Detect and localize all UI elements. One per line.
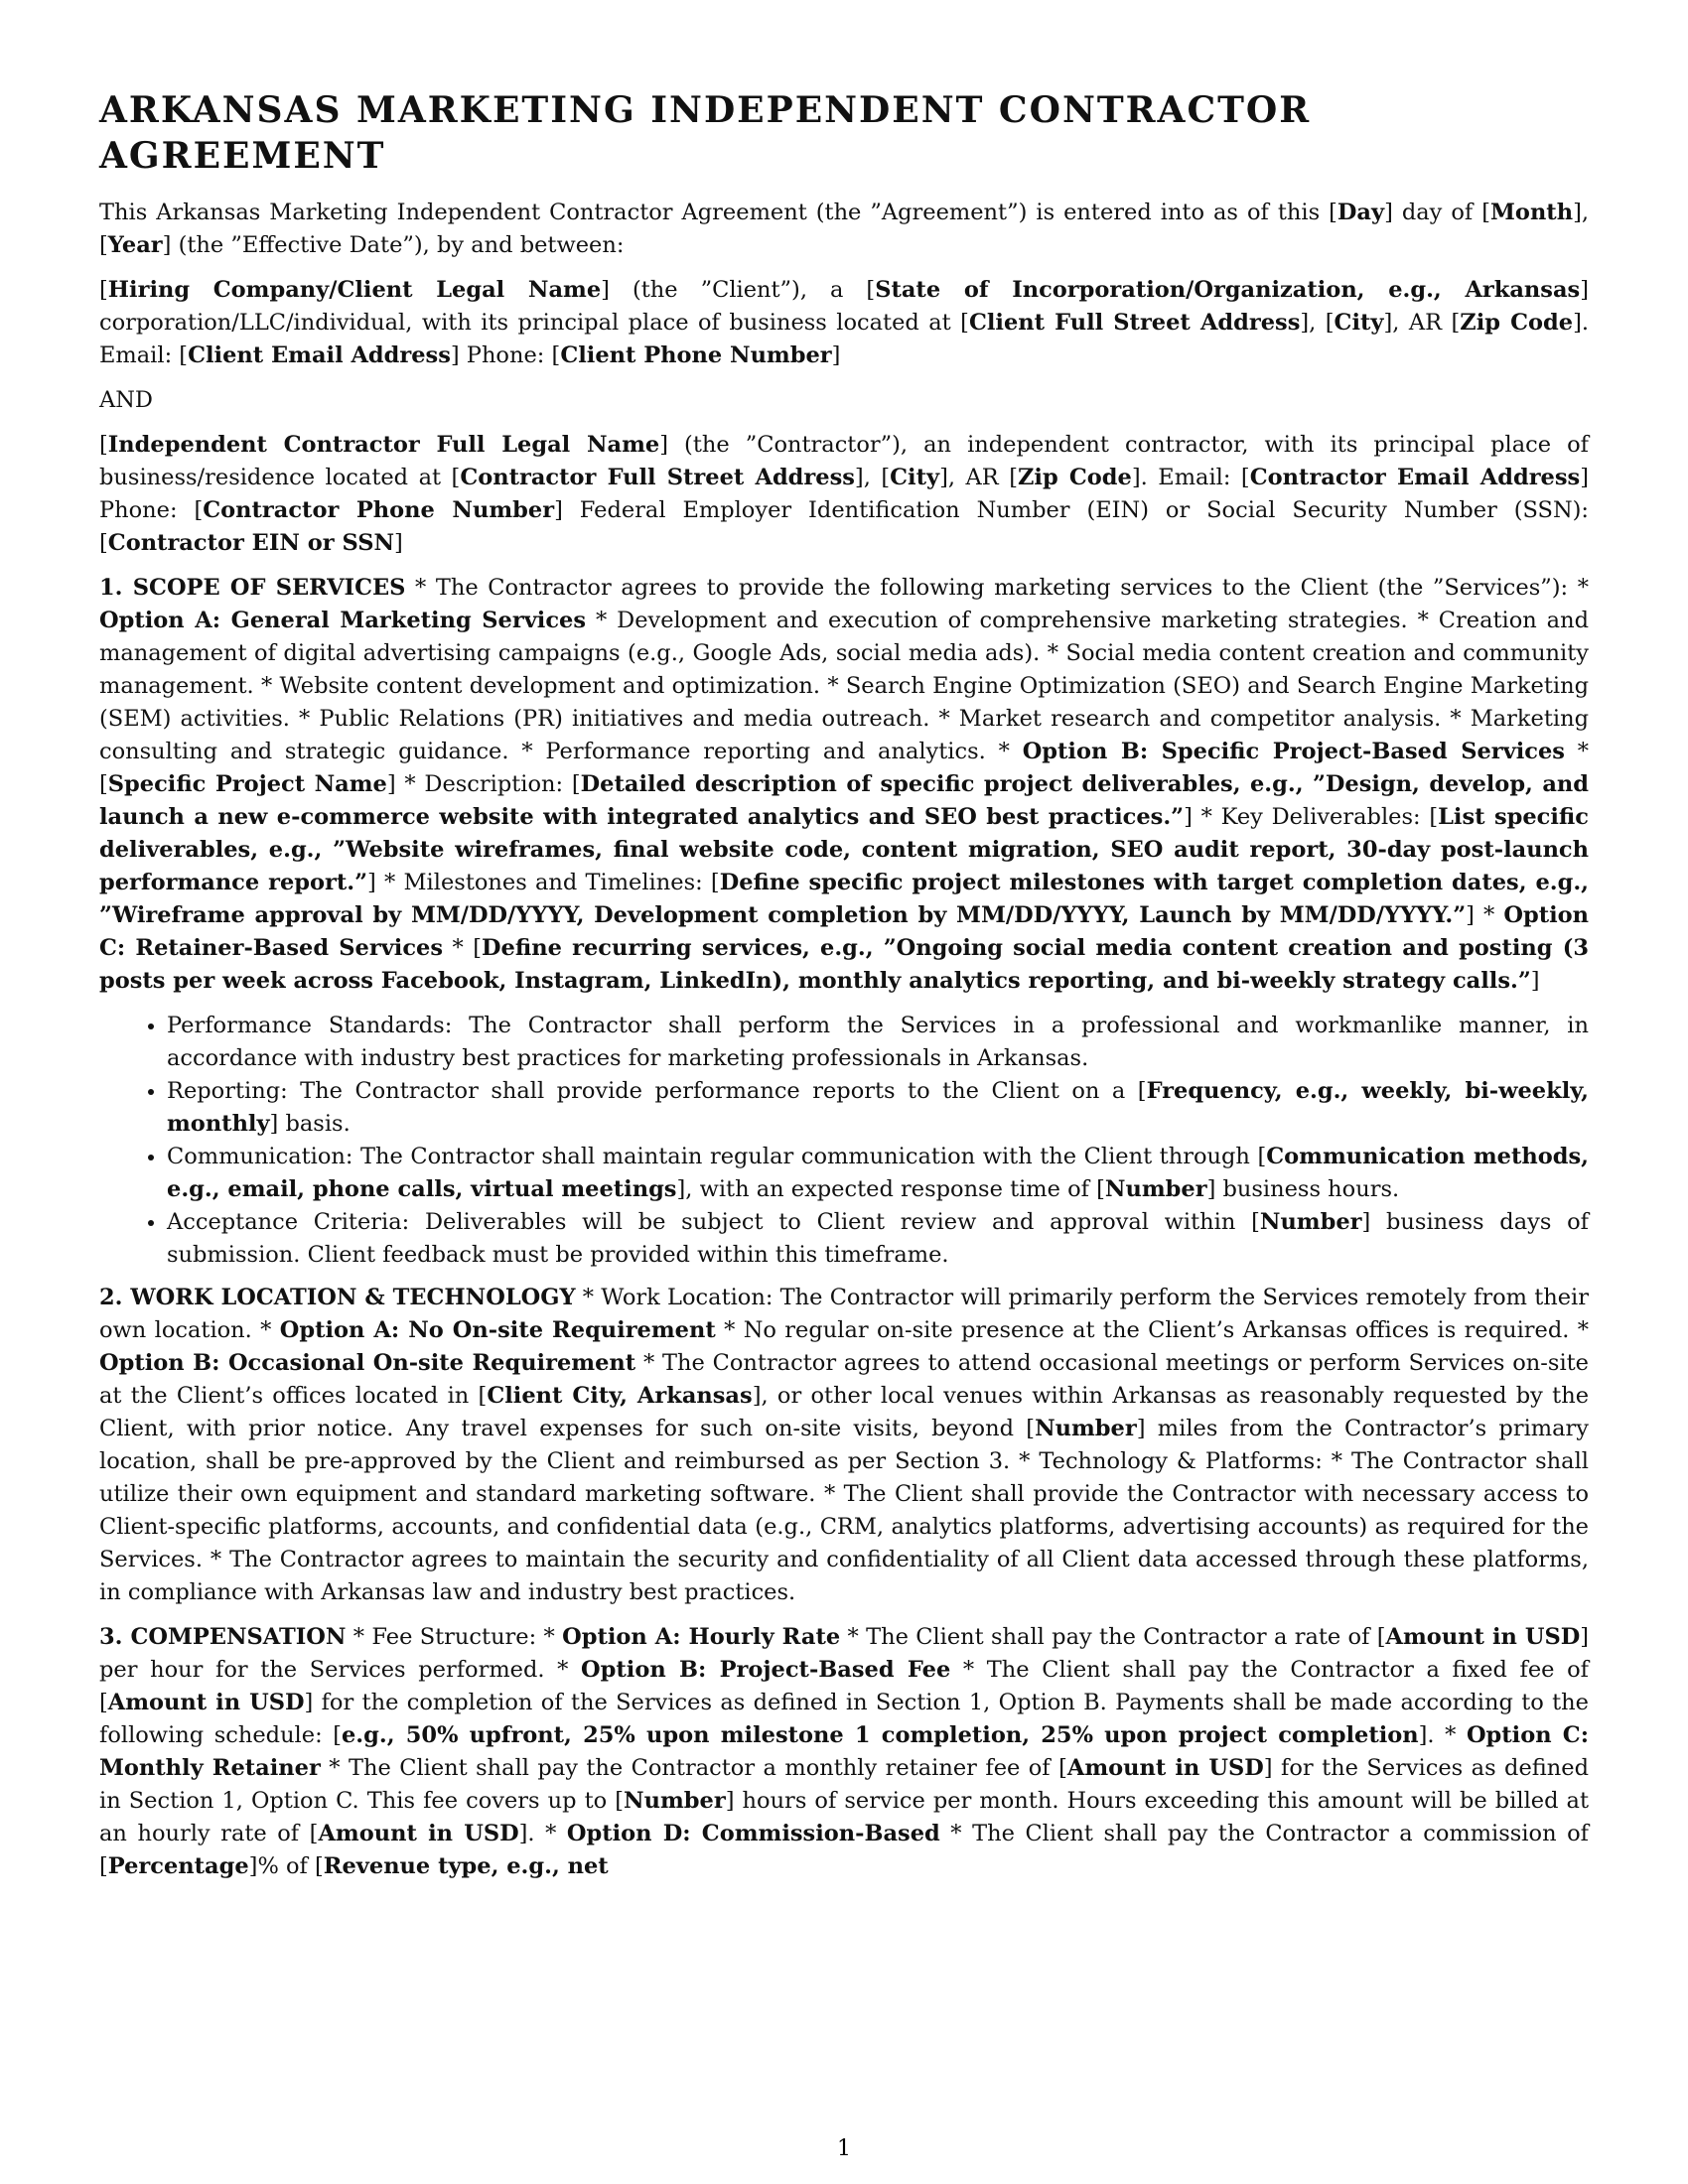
bullet-acceptance-criteria — [167, 1206, 1589, 1272]
bold-text-run: Option B: Occasional On-site Requirement — [99, 1350, 636, 1376]
bold-text-run: Percentage — [107, 1853, 249, 1879]
text-run: ] * Milestones and Timelines: [ — [367, 870, 720, 895]
text-run: ] day of — [1384, 200, 1482, 225]
bold-text-run: Option B: Project-Based Fee — [581, 1657, 951, 1683]
text-run: ]. * — [1418, 1722, 1467, 1748]
bold-text-run: Specific Project Name — [107, 771, 387, 797]
text-run: ] * — [1466, 902, 1504, 928]
text-run: ] — [831, 342, 841, 368]
text-run: * The Contractor agrees to provide the following marketing services to the Client (the ”Services”): * — [405, 575, 1589, 601]
bold-text-run: Client Full Street Address — [968, 310, 1301, 336]
text-run: * The Client shall pay the Contractor a monthly retainer fee of [ — [320, 1755, 1067, 1781]
text-run: ]. Email: [ — [99, 310, 1589, 368]
text-run: ] (the ”Contractor”), an independent contractor, with its principal place of business/residence located at [ — [99, 432, 1589, 490]
bullet-communication — [167, 1141, 1589, 1206]
bold-text-run: Hiring Company/Client Legal Name — [107, 277, 602, 303]
page-number: 1 — [837, 2136, 851, 2161]
text-run: * The Client shall pay the Contractor a commission of [ — [99, 1821, 1589, 1879]
text-run: ], with an expected response time of [ — [676, 1176, 1105, 1202]
text-run: ] miles from the Contractor’s primary location, shall be pre-approved by the Client and reimbursed as per Section 3. * Technology & Platforms: * The Contractor shall utilize their own equipment and standard marketing software. * The Client shall provide the Contractor with necessary access to Client-specific platforms, accounts, and confidential data (e.g., CRM, analytics platforms, advertising accounts) as required for the Services. * The Contractor agrees to maintain the security and confidentiality of all Client data accessed through these platforms, in compliance with Arkansas law and industry best practices. — [99, 1416, 1590, 1605]
text-run: ] — [394, 530, 403, 556]
bold-text-run: Revenue type, e.g., net — [323, 1853, 609, 1879]
text-run: This Arkansas Marketing Independent Contractor Agreement (the ”Agreement”) is entered into as of this — [99, 200, 1330, 225]
bold-text-run: Define specific project milestones with target completion dates, e.g., ”Wireframe approval by MM/DD/YYYY, Development completion by MM/DD/YYYY, Launch by MM/DD/YYYY.” — [99, 870, 1590, 928]
bold-text-run: Option A: No On-site Requirement — [279, 1317, 716, 1343]
text-run: ] corporation/LLC/individual, with its principal place of business located at [ — [99, 277, 1589, 336]
text-run: ] * Description: [ — [386, 771, 581, 797]
text-run: [ — [99, 277, 108, 303]
bold-text-run: Client City, Arkansas — [487, 1383, 753, 1409]
bold-text-run: Contractor Phone Number — [203, 497, 555, 523]
section-scope-of-services — [99, 572, 1589, 998]
text-run: Communication: The Contractor shall maintain regular communication with the Client through [ — [167, 1144, 1267, 1169]
bold-text-run: 1. SCOPE OF SERVICES — [99, 575, 406, 601]
text-run: ]. * — [518, 1821, 567, 1846]
bold-text-run: Number — [1035, 1416, 1137, 1441]
document-title: ARKANSAS MARKETING INDEPENDENT CONTRACTOR AGREEMENT — [99, 89, 1312, 177]
bold-text-run: Option D: Commission-Based — [566, 1821, 940, 1846]
text-run: ], or other local venues within Arkansas as reasonably requested by the Client, with prior notice. Any travel expenses for such on-site visits, beyond [ — [99, 1383, 1590, 1441]
bold-text-run: Zip Code — [1017, 465, 1132, 490]
text-run: ]. Email: [ — [1131, 465, 1250, 490]
text-run: ] Phone: [ — [99, 465, 1589, 523]
text-run: ] * Key Deliverables: [ — [1184, 804, 1439, 830]
bold-text-run: Amount in USD — [318, 1821, 519, 1846]
text-run: ] per hour for the Services performed. * — [99, 1624, 1590, 1683]
text-run: ] business hours. — [1206, 1176, 1400, 1202]
contractor-party-paragraph — [99, 429, 1589, 560]
bold-text-run: Number — [624, 1788, 726, 1814]
text-run: ], [ — [854, 465, 891, 490]
text-run: * Fee Structure: * — [346, 1624, 563, 1650]
and-separator: AND — [99, 387, 153, 413]
bold-text-run: Client Phone Number — [560, 342, 832, 368]
text-run: ] for the Services as defined in Section 1, Option C. This fee covers up to [ — [99, 1755, 1589, 1814]
text-run: * Development and execution of comprehensive marketing strategies. * Creation and management of digital advertising campaigns (e.g., Google Ads, social media ads). * Social media content creation and community management. * Website content development and optimization. * Search Engine Optimization (SEO) and Search Engine Marketing (SEM) activities. * Public Relations (PR) initiatives and media outreach. * Market research and competitor analysis. * Marketing consulting and strategic guidance. * Performance reporting and analytics. * — [99, 608, 1589, 764]
section-work-location-technology — [99, 1282, 1589, 1609]
text-run: ] business days of submission. Client feedback must be provided within this timeframe. — [167, 1209, 1589, 1268]
bold-text-run: Day — [1336, 200, 1385, 225]
bold-text-run: Independent Contractor Full Legal Name — [107, 432, 660, 458]
intro-paragraph — [99, 197, 1589, 262]
text-run: Performance Standards: The Contractor shall perform the Services in a professional and workmanlike manner, in accordance with industry best practices for marketing professionals in Arkansas. — [167, 1013, 1589, 1071]
bold-text-run: Option A: Hourly Rate — [562, 1624, 841, 1650]
bold-text-run: Contractor Email Address — [1249, 465, 1581, 490]
text-run: ] for the completion of the Services as defined in Section 1, Option B. Payments shall be made according to the following schedule: [ — [99, 1690, 1589, 1748]
text-run: ] Phone: [ — [450, 342, 561, 368]
bold-text-run: 3. COMPENSATION — [99, 1624, 347, 1650]
text-run: ] (the ”Effective Date”), by and between: — [162, 232, 625, 258]
text-run: [ — [1481, 200, 1491, 225]
bold-text-run: Detailed description of specific project deliverables, e.g., ”Design, develop, and launch a new e-commerce website with integrated analytics and SEO best practices.” — [99, 771, 1589, 830]
bold-text-run: Contractor Full Street Address — [460, 465, 855, 490]
text-run: ], [ — [99, 200, 1589, 258]
text-run: ] — [1530, 968, 1540, 994]
bold-text-run: Amount in USD — [107, 1690, 305, 1715]
text-run: Acceptance Criteria: Deliverables will be subject to Client review and approval within [ — [167, 1209, 1260, 1235]
scope-bullet-list — [99, 1010, 1589, 1272]
bold-text-run: Option C: Monthly Retainer — [99, 1722, 1590, 1781]
text-run: ], AR [ — [1383, 310, 1461, 336]
text-run: * [ — [99, 739, 1589, 797]
text-run: ] (the ”Client”), a [ — [601, 277, 876, 303]
bold-text-run: Month — [1490, 200, 1574, 225]
text-run: ]% of [ — [248, 1853, 324, 1879]
text-run: [ — [1329, 200, 1337, 225]
bold-text-run: Option B: Specific Project-Based Services — [1022, 739, 1565, 764]
text-run: * The Client shall pay the Contractor a fixed fee of [ — [99, 1657, 1590, 1715]
text-run: ] hours of service per month. Hours exceeding this amount will be billed at an hourly rate of [ — [99, 1788, 1590, 1846]
bold-text-run: City — [1334, 310, 1384, 336]
bullet-reporting — [167, 1075, 1589, 1141]
bold-text-run: Client Email Address — [188, 342, 451, 368]
bold-text-run: e.g., 50% upfront, 25% upon milestone 1 completion, 25% upon project completion — [341, 1722, 1419, 1748]
text-run: ], [ — [1300, 310, 1335, 336]
bold-text-run: Define recurring services, e.g., ”Ongoing social media content creation and posting (3 posts per week across Facebook, Instagram, LinkedIn), monthly analytics reporting, and bi-weekly strategy calls.” — [99, 935, 1589, 994]
text-run: * No regular on-site presence at the Client’s Arkansas offices is required. * — [715, 1317, 1589, 1343]
text-run: ] basis. — [269, 1111, 351, 1137]
bullet-performance-standards — [167, 1010, 1589, 1075]
text-run: ] Federal Employer Identification Number (EIN) or Social Security Number (SSN): [ — [99, 497, 1589, 556]
bold-text-run: Number — [1259, 1209, 1362, 1235]
bold-text-run: Option C: Retainer-Based Services — [99, 902, 1589, 961]
text-run: * The Contractor agrees to attend occasional meetings or perform Services on-site at the Client’s offices located in [ — [99, 1350, 1589, 1409]
bold-text-run: Amount in USD — [1385, 1624, 1581, 1650]
bold-text-run: Communication methods, e.g., email, phone calls, virtual meetings — [167, 1144, 1589, 1202]
text-run: [ — [99, 432, 108, 458]
bold-text-run: Zip Code — [1460, 310, 1574, 336]
bold-text-run: Frequency, e.g., weekly, bi-weekly, monthly — [167, 1078, 1589, 1137]
bold-text-run: 2. WORK LOCATION & TECHNOLOGY — [99, 1285, 576, 1310]
text-run: * Work Location: The Contractor will primarily perform the Services remotely from their own location. * — [99, 1285, 1590, 1343]
bold-text-run: List specific deliverables, e.g., ”Website wireframes, final website code, content migration, SEO audit report, 30-day post-launch performance report.” — [99, 804, 1589, 895]
bold-text-run: Amount in USD — [1066, 1755, 1264, 1781]
section-compensation — [99, 1621, 1589, 1883]
text-run: * The Client shall pay the Contractor a rate of [ — [840, 1624, 1386, 1650]
text-run: * [ — [443, 935, 483, 961]
bold-text-run: Number — [1104, 1176, 1207, 1202]
text-run: Reporting: The Contractor shall provide performance reports to the Client on a [ — [167, 1078, 1147, 1104]
bold-text-run: Year — [107, 232, 163, 258]
bold-text-run: State of Incorporation/Organization, e.g., Arkansas — [875, 277, 1581, 303]
document-page — [99, 87, 1589, 1895]
client-party-paragraph — [99, 274, 1589, 372]
bold-text-run: Option A: General Marketing Services — [99, 608, 587, 633]
text-run: ], AR [ — [939, 465, 1018, 490]
bold-text-run: Contractor EIN or SSN — [107, 530, 395, 556]
bold-text-run: City — [890, 465, 940, 490]
